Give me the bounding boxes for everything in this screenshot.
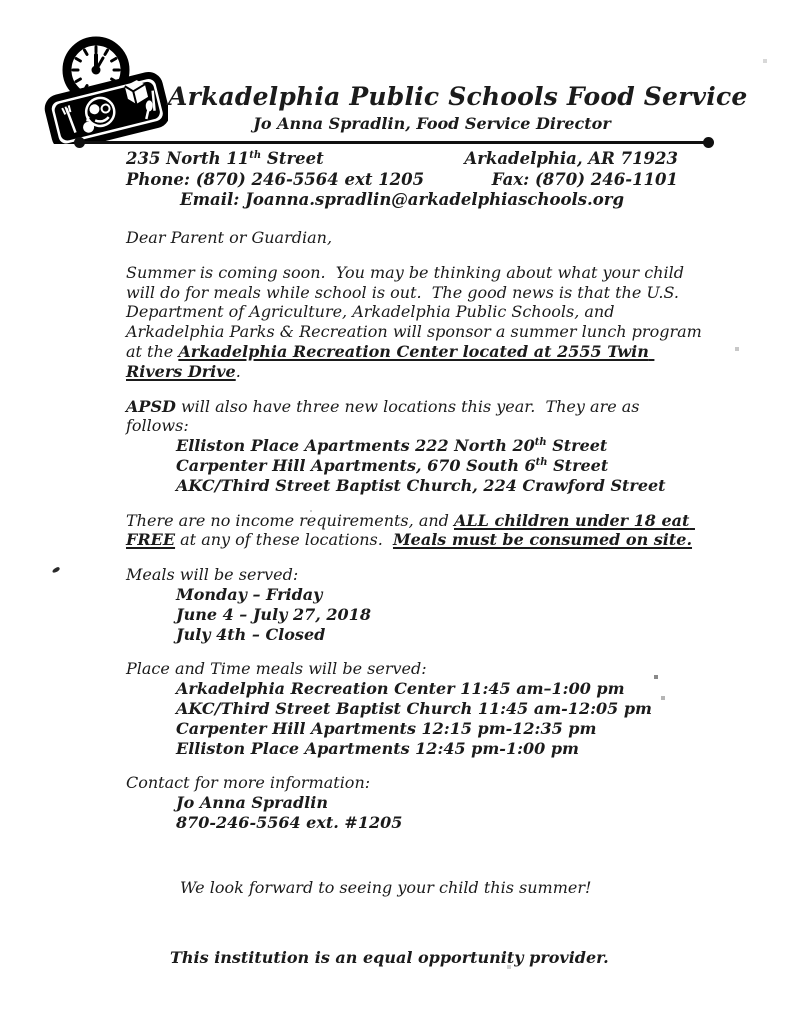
place-time-item: Elliston Place Apartments 12:45 pm-1:00 pm [176,738,579,758]
contact-row-1 [126,149,678,170]
contact-name: Jo Anna Spradlin [176,793,328,813]
place-time-section [126,659,704,758]
place-time-item: AKC/Third Street Baptist Church 11:45 am-12:05 pm [176,698,652,718]
schedule-item: July 4th – Closed [176,624,326,644]
meal-schedule-label: Meals will be served: [126,565,299,585]
place-time-item: Carpenter Hill Apartments 12:15 pm-12:35 pm [176,718,597,738]
recreation-center-highlight: Arkadelphia Recreation Center located at 2555 Twin Rivers Drive [126,341,655,381]
equal-opportunity-statement: This institution is an equal opportunity provider. [170,947,609,967]
schedule-item: Monday – Friday [176,584,323,604]
letterhead-subtitle: Jo Anna Spradlin, Food Service Director [253,114,611,133]
new-locations-section [126,397,704,496]
header-divider-rule [80,141,708,144]
more-info-label: Contact for more information: [126,773,371,793]
contact-phone: 870-246-5564 ext. #1205 [176,812,403,832]
letterhead-title: Arkadelphia Public Schools Food Service [168,82,748,111]
food-service-logo-icon [38,28,168,144]
letterhead [168,82,748,133]
more-info-section [126,773,704,832]
eligibility-paragraph: There are no income requirements, and ALL children under 18 eat FREE at any of these locations. Meals must be consumed on site. [126,510,695,550]
intro-paragraph: Summer is coming soon. You may be thinking about what your child will do for meals while school is out. The good news is that the U.S. Department of Agriculture, Arkadelphia Public Schools, and Arkadelphia Parks & Recreation will sponsor a summer lunch program at the Arkadelphia Recreation Center located at 2555 Twin Rivers Drive. [126,262,707,381]
meal-schedule-section [126,565,704,644]
location-item: Carpenter Hill Apartments, 670 South 6th Street [176,455,609,475]
salutation: Dear Parent or Guardian, [126,228,333,247]
location-item: Elliston Place Apartments 222 North 20th Street [176,436,608,456]
street-address: 235 North 11th Street [126,149,324,168]
ink-smudge-artifact [52,566,61,573]
letter-body [126,228,707,967]
place-time-label: Place and Time meals will be served: [126,659,427,679]
schedule-item: June 4 – July 27, 2018 [176,604,371,624]
closing-line: We look forward to seeing your child this summer! [180,877,592,897]
scan-speck-artifacts [0,0,2,2]
contact-row-2 [126,170,678,191]
fax-number: Fax: (870) 246-1101 [491,169,678,189]
location-item: AKC/Third Street Baptist Church, 224 Crawford Street [176,475,666,495]
locations-intro: APSD will also have three new locations this year. They are as follows: [126,396,645,436]
contact-block [126,149,678,211]
place-time-item: Arkadelphia Recreation Center 11:45 am–1:00 pm [176,679,625,699]
free-eligibility-highlight: ALL children under 18 eat FREE [126,510,695,550]
city-state-zip: Arkadelphia, AR 71923 [464,149,678,168]
email-address: Email: Joanna.spradlin@arkadelphiaschools.org [180,190,624,209]
consumed-on-site-highlight: Meals must be consumed on site. [392,530,693,550]
phone-number: Phone: (870) 246-5564 ext 1205 [126,169,425,189]
